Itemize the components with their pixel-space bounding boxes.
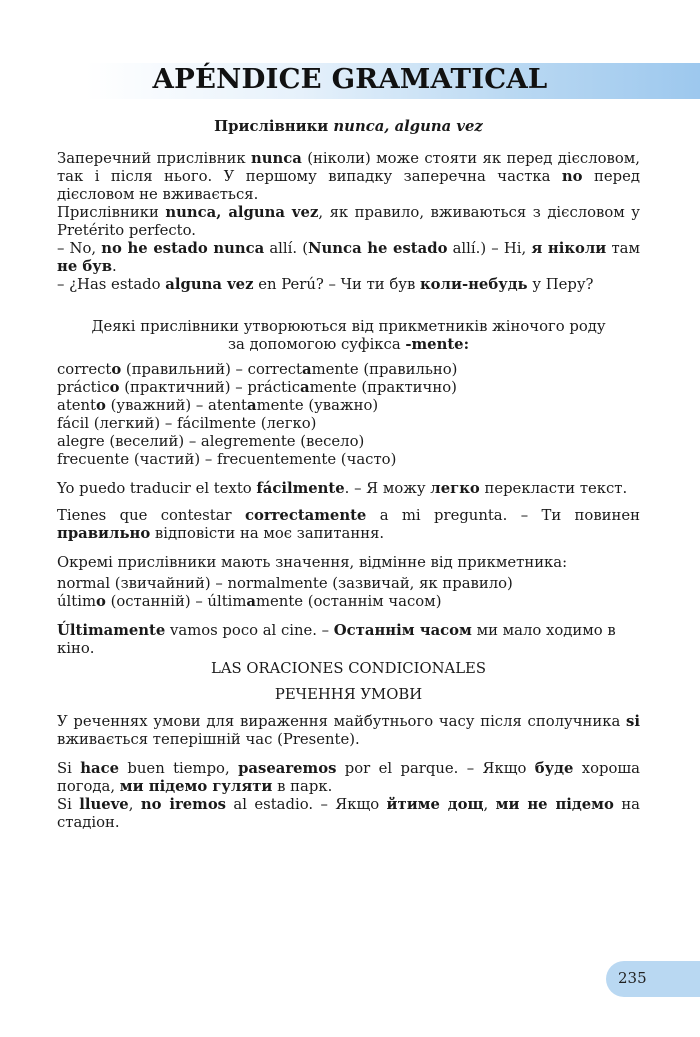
conditional-explanation: У реченнях умови для вираження майбутнього часу після сполучника si вживається теперішній час (Presente). (57, 713, 640, 748)
list-item: frecuente (частий) – frecuentemente (часто) (57, 451, 397, 468)
list-item: normal (звичайний) – normalmente (зазвичай, як правило) (57, 575, 513, 592)
section3-heading-uk: РЕЧЕННЯ УМОВИ (274, 686, 423, 703)
nunca-explanation: Заперечний прислівник nunca (ніколи) може стояти як перед дієсловом, так і після нього. У першому випадку заперечна частка no перед дієсловом не вживається. (57, 150, 640, 203)
section2-intro-line2: за допомогою суфікса -mente: (227, 336, 470, 353)
example-alguna-vez: – ¿Has estado alguna vez en Perú? – Чи ти був коли-небудь у Перу? (57, 276, 594, 293)
adjective-adverb-list (57, 361, 640, 469)
section2-intro (57, 318, 640, 354)
example-llueve: Si llueve, no iremos al estadio. – Якщо йтиме дощ, ми не підемо на стадіон. (57, 796, 640, 831)
section1-heading-prefix: Прислівники (214, 118, 334, 135)
list-item: correcto (правильний) – correctamente (правильно) (57, 361, 458, 378)
page-number: 235 (618, 969, 647, 987)
page-title: APÉNDICE GRAMATICAL (152, 63, 548, 95)
section1-heading-terms: nunca, alguna vez (333, 118, 483, 135)
example-nunca: – No, no he estado nunca allí. (Nunca he estado allí.) – Ні, я ніколи там не був. (57, 240, 640, 275)
example-facilmente: Yo puedo traducir el texto fácilmente. – Я можу легко перекласти текст. (57, 480, 628, 497)
section1-paragraph (57, 150, 640, 294)
distinct-meaning-note: Окремі прислівники мають значення, відмінне від прикметника: (57, 554, 568, 571)
list-item: atento (уважний) – atentamente (уважно) (57, 397, 379, 414)
section2-intro-line1: Деякі прислівники утворюються від прикметників жіночого роду (91, 318, 606, 335)
list-item: fácil (легкий) – fácilmente (легко) (57, 415, 317, 432)
list-item: último (останній) – últimamente (останнім часом) (57, 593, 442, 610)
section3-heading-es: LAS ORACIONES CONDICIONALES (211, 660, 486, 677)
example-correctamente: Tienes que contestar correctamente a mi pregunta. – Ти повинен правильно відповісти на моє запитання. (57, 507, 640, 542)
conditional-examples (57, 760, 640, 832)
distinct-meaning-list (57, 575, 640, 611)
list-item: alegre (веселий) – alegremente (весело) (57, 433, 365, 450)
pretérito-note: Прислівники nunca, alguna vez, як правило, вживаються з дієсловом у Pretérito perfecto. (57, 204, 641, 239)
list-item: práctico (практичний) – prácticamente (практично) (57, 379, 457, 396)
section1-heading (57, 118, 640, 136)
example-hace-buen-tiempo: Si hace buen tiempo, pasearemos por el parque. – Якщо буде хороша погода, ми підемо гуляти в парк. (57, 760, 641, 795)
example-ultimamente: Últimamente vamos poco al cine. – Останнім часом ми мало ходимо в кіно. (57, 622, 616, 657)
